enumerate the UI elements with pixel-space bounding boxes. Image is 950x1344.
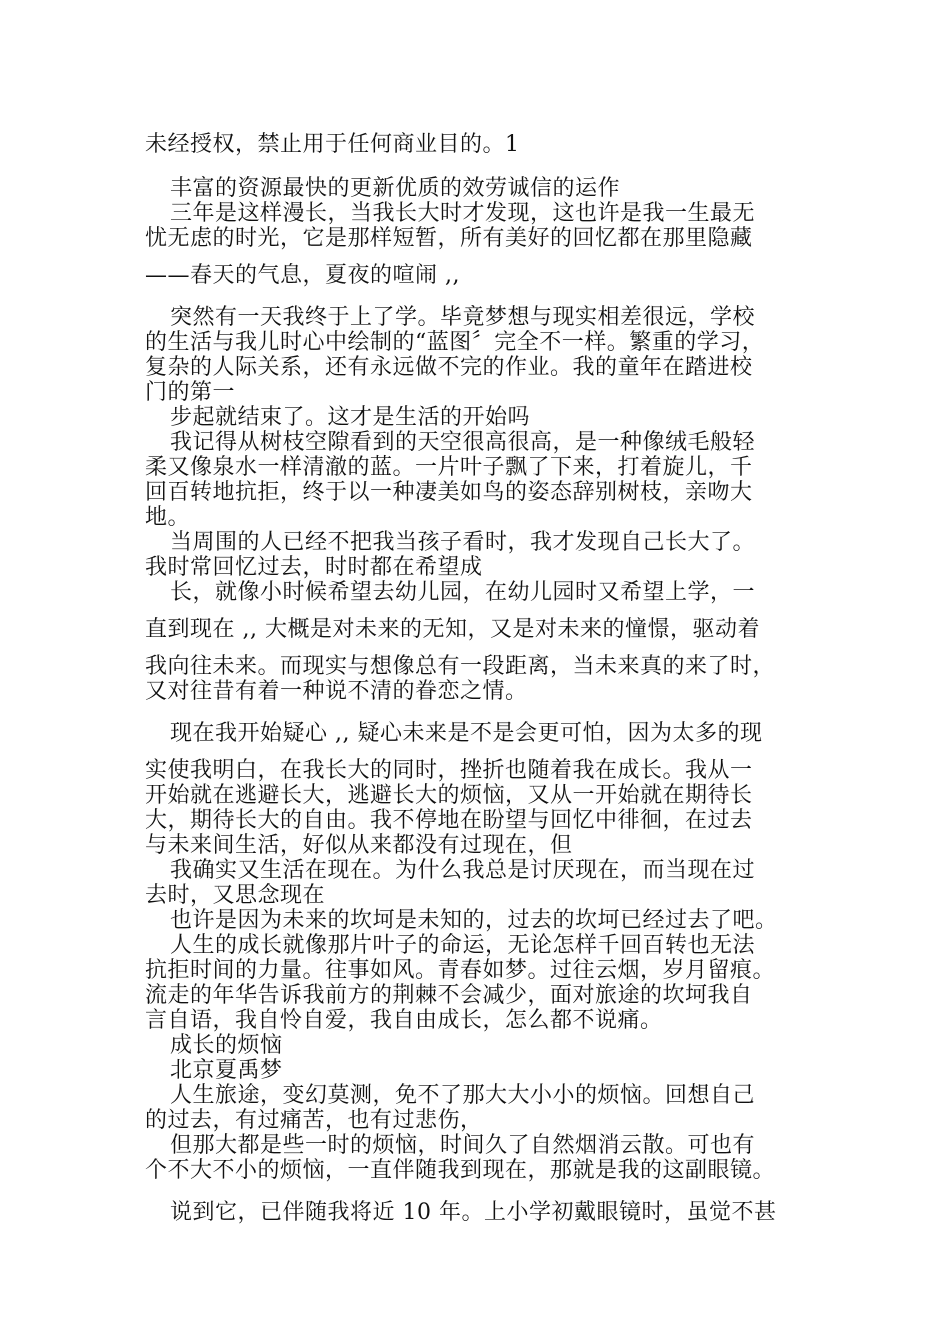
paragraph-line: 又对往昔有着一种说不清的眷恋之情。 [145,679,528,704]
author-line: 北京夏禹梦 [170,1058,283,1083]
section-title: 成长的烦恼 [170,1033,283,1058]
paragraph-line: 我确实又生活在现在。为什么我总是讨厌现在，而当现在过 [170,858,756,883]
paragraph-line: ——春天的气息，夏夜的喧闹 ,, [145,263,460,288]
paragraph-line: 但那大都是些一时的烦恼，时间久了自然烟消云散。可也有 [170,1133,756,1158]
paragraph-line: 步起就结束了。这才是生活的开始吗 [170,405,531,430]
paragraph-line: 也许是因为未来的坎坷是未知的，过去的坎坷已经过去了吧。 [170,908,778,933]
paragraph-line: 地。 [145,505,191,530]
paragraph-line: 人生的成长就像那片叶子的命运，无论怎样千回百转也无法 [170,933,756,958]
copyright-line: 未经授权，禁止用于任何商业目的。1 [145,132,520,157]
paragraph-line: 开始就在逃避长大，逃避长大的烦恼，又从一开始就在期待长 [145,783,753,808]
paragraph-line: 长，就像小时候希望去幼儿园，在幼儿园时又希望上学，一 [170,580,756,605]
paragraph-line: 说到它，已伴随我将近 10 年。上小学初戴眼镜时，虽觉不甚 [170,1200,777,1225]
paragraph-line: 流走的年华告诉我前方的荆棘不会减少，面对旅途的坎坷我自 [145,983,753,1008]
paragraph-line: 实使我明白，在我长大的同时，挫折也随着我在成长。我从一 [145,758,753,783]
paragraph-line: 与未来间生活，好似从来都没有过现在，但 [145,833,573,858]
paragraph-line: 现在我开始疑心 ,, 疑心未来是不是会更可怕，因为太多的现 [170,721,763,746]
paragraph-line: 直到现在 ,, 大概是对未来的无知，又是对未来的憧憬，驱动着 [145,617,760,642]
paragraph-line: 忧无虑的时光，它是那样短暂，所有美好的回忆都在那里隐藏 [145,226,753,251]
paragraph-line: 柔又像泉水一样清澈的蓝。一片叶子飘了下来，打着旋儿，千 [145,455,753,480]
paragraph-line: 的过去，有过痛苦，也有过悲伤， [145,1108,483,1133]
paragraph-line: 的生活与我儿时心中绘制的“蓝图〞完全不一样。繁重的学习， [145,330,765,355]
paragraph-line: 大，期待长大的自由。我不停地在盼望与回忆中徘徊，在过去 [145,808,753,833]
paragraph-line: 回百转地抗拒，终于以一种凄美如鸟的姿态辞别树枝，亲吻大 [145,480,753,505]
paragraph-line: 门的第一 [145,380,236,405]
paragraph-line: 突然有一天我终于上了学。毕竟梦想与现实相差很远，学校 [170,305,756,330]
paragraph-line: 言自语，我自怜自爱，我自由成长，怎么都不说痛。 [145,1008,663,1033]
paragraph-line: 复杂的人际关系，还有永远做不完的作业。我的童年在踏进校 [145,355,753,380]
paragraph-line: 去时，又思念现在 [145,883,326,908]
paragraph-line: 抗拒时间的力量。往事如风。青春如梦。过往云烟，岁月留痕。 [145,958,776,983]
paragraph-line: 我向往未来。而现实与想像总有一段距离，当未来真的来了时， [145,654,776,679]
paragraph-line: 我时常回忆过去，时时都在希望成 [145,555,483,580]
paragraph-line: 人生旅途，变幻莫测，免不了那大大小小的烦恼。回想自己 [170,1083,756,1108]
paragraph-line: 当周围的人已经不把我当孩子看时，我才发现自己长大了。 [170,530,756,555]
slogan-line: 丰富的资源最快的更新优质的效劳诚信的运作 [170,176,621,201]
paragraph-line: 个不大不小的烦恼，一直伴随我到现在，那就是我的这副眼镜。 [145,1158,776,1183]
paragraph-line: 我记得从树枝空隙看到的天空很高很高，是一种像绒毛般轻 [170,430,756,455]
paragraph-line: 三年是这样漫长，当我长大时才发现，这也许是我一生最无 [170,201,756,226]
document-page [145,132,810,1225]
